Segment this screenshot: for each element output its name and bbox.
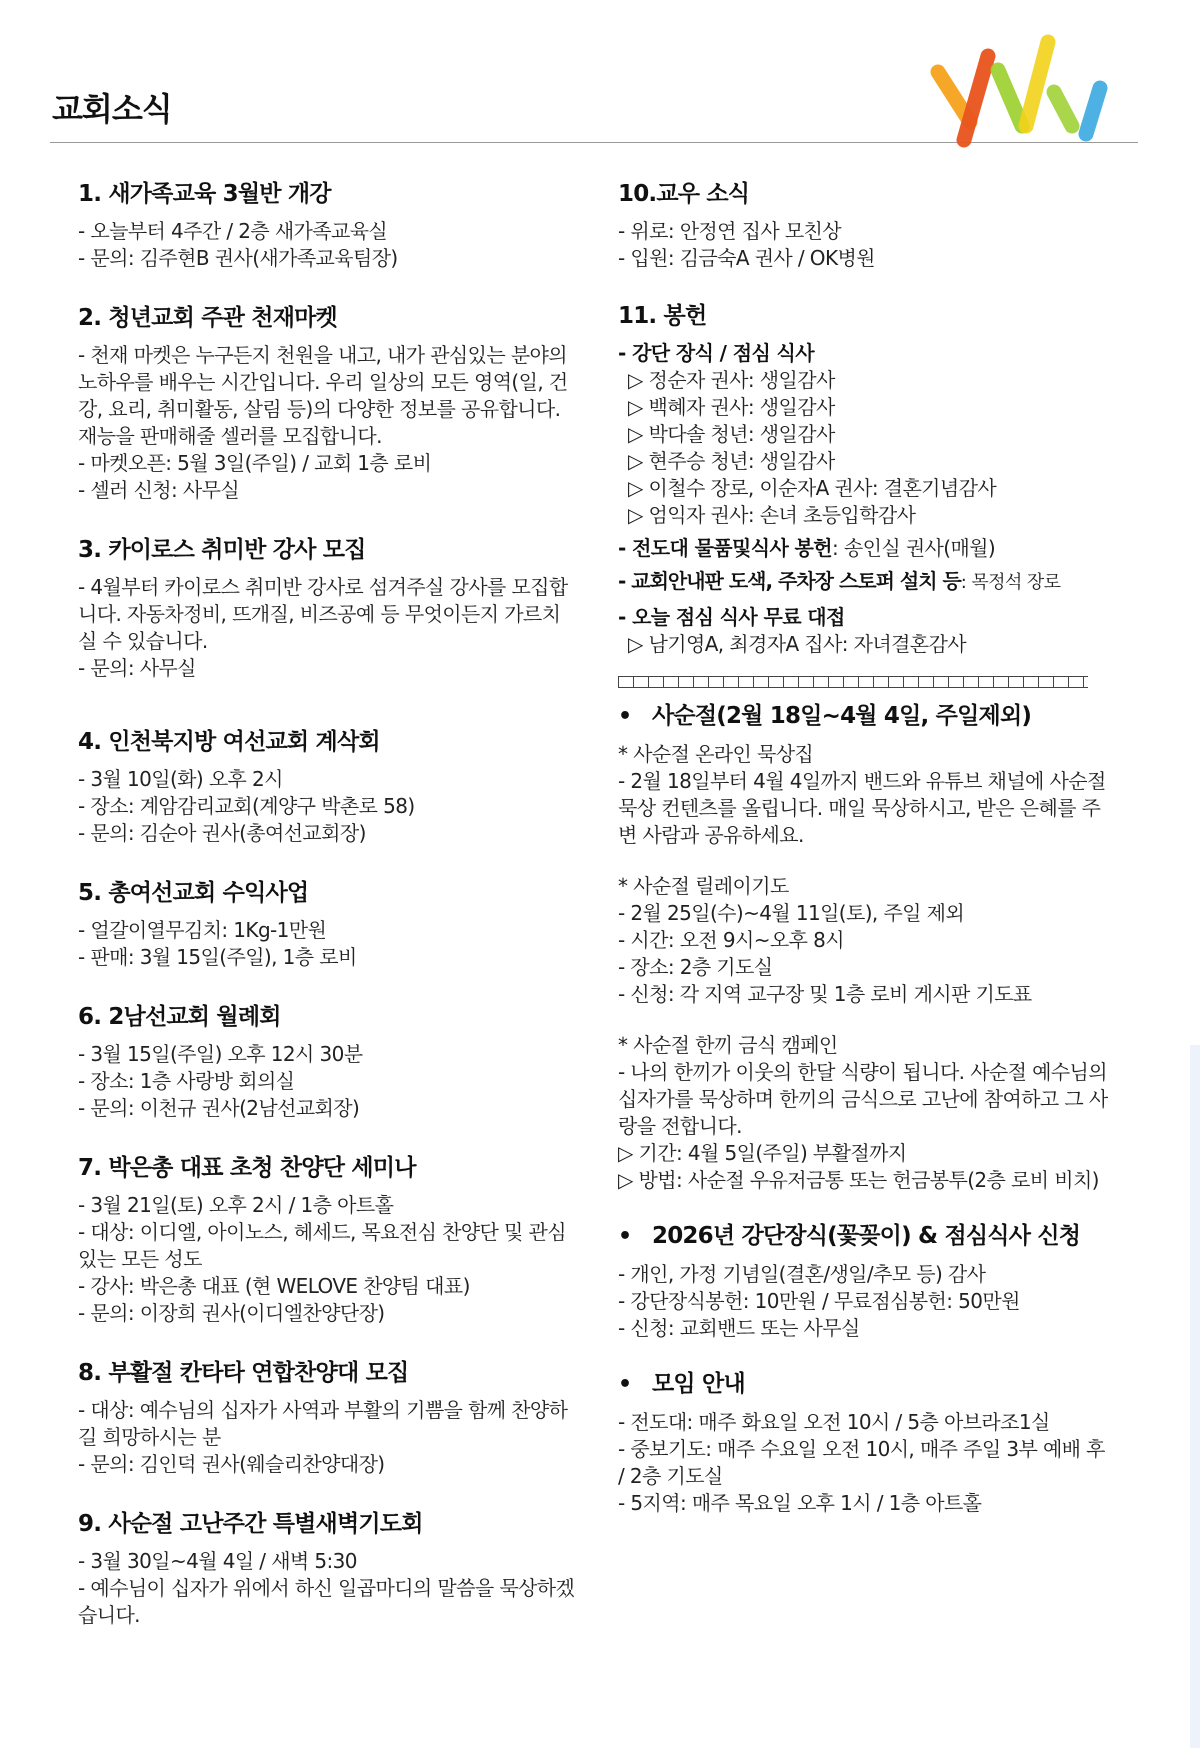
church-logo: [930, 30, 1120, 148]
lent-line: - 나의 한끼가 이웃의 한달 식량이 됩니다. 사순절 예수님의 십자가를 묵상하며 한끼의 금식으로 고난에 참여하고 그 사랑을 전합니다.: [618, 1060, 1108, 1138]
section-title: 2. 청년교회 주관 천재마켓: [78, 305, 337, 331]
section-line: - 문의: 이장희 권사(이디엘찬양단장): [78, 1301, 385, 1325]
section-line: - 대상: 이디엘, 아이노스, 헤세드, 목요전심 찬양단 및 관심있는 모든 성도: [78, 1220, 566, 1271]
offering-item: ▷ 정순자 권사: 생일감사: [628, 368, 835, 392]
news-section: [78, 1357, 578, 1478]
offering-line-head: - 교회안내판 도색, 주차장 스토퍼 설치 등: [618, 569, 961, 593]
offering-item: ▷ 이철수 장로, 이순자A 권사: 결혼기념감사: [628, 476, 997, 500]
offering-line-rest: : 목정석 장로: [960, 572, 1061, 593]
members-news-section: [618, 178, 1108, 272]
offering-line: [618, 568, 1108, 596]
section-title: 10.교우 소식: [618, 181, 750, 207]
side-strip: [1190, 1045, 1200, 1748]
bullet-icon: •: [618, 1372, 632, 1397]
offering-line-rest: : 송인실 권사(매월): [832, 536, 996, 560]
section-title: 9. 사순절 고난주간 특별새벽기도회: [78, 1511, 423, 1537]
section-line: - 문의: 김인덕 권사(웨슬리찬양대장): [78, 1452, 385, 1476]
section-title: [618, 700, 1108, 733]
section-title-text: 모임 안내: [652, 1371, 745, 1397]
section-title: [618, 1220, 1108, 1253]
section-divider: [618, 676, 1088, 688]
offering-item: ▷ 남기영A, 최경자A 집사: 자녀결혼감사: [628, 632, 966, 656]
offering-item: ▷ 박다솔 청년: 생일감사: [628, 422, 835, 446]
section-line: - 문의: 이천규 권사(2남선교회장): [78, 1096, 360, 1120]
section-line: - 3월 21일(토) 오후 2시 / 1층 아트홀: [78, 1193, 394, 1217]
lent-line: - 신청: 각 지역 교구장 및 1층 로비 게시판 기도표: [618, 982, 1032, 1006]
lent-line: - 2월 25일(수)~4월 11일(토), 주일 제외: [618, 901, 965, 925]
news-section: [78, 178, 578, 272]
section-line: - 3월 10일(화) 오후 2시: [78, 767, 283, 791]
section-line: - 5지역: 매주 목요일 오후 1시 / 1층 아트홀: [618, 1491, 982, 1515]
section-line: - 개인, 가정 기념일(결혼/생일/추모 등) 감사: [618, 1262, 986, 1286]
section-line: - 셀러 신청: 사무실: [78, 478, 240, 502]
section-line: - 장소: 1층 사랑방 회의실: [78, 1069, 295, 1093]
section-title: 7. 박은총 대표 초청 찬양단 세미나: [78, 1155, 416, 1181]
meetings-section: [618, 1368, 1108, 1517]
section-line: - 강사: 박은총 대표 (현 WELOVE 찬양팀 대표): [78, 1274, 470, 1298]
news-section: [78, 302, 578, 504]
lent-line: - 장소: 2층 기도실: [618, 955, 773, 979]
offering-item: ▷ 엄익자 권사: 손녀 초등입학감사: [628, 503, 916, 527]
page-title: 교회소식: [52, 90, 172, 128]
section-title: 4. 인천북지방 여선교회 계삭회: [78, 729, 380, 755]
bullet-icon: •: [618, 704, 632, 729]
section-title-text: 사순절(2월 18일~4월 4일, 주일제외): [652, 703, 1032, 729]
offering-line-head: - 전도대 물품및식사 봉헌: [618, 536, 832, 560]
news-section: [78, 877, 578, 971]
section-title-text: 2026년 강단장식(꽃꽂이) & 점심식사 신청: [652, 1223, 1081, 1249]
section-line: - 판매: 3월 15일(주일), 1층 로비: [78, 945, 357, 969]
news-section: [78, 726, 578, 847]
news-section: [78, 534, 578, 682]
lent-line: - 2월 18일부터 4월 4일까지 밴드와 유튜브 채널에 사순절 묵상 컨텐츠를 올립니다. 매일 묵상하시고, 받은 은혜를 주변 사람과 공유하세요.: [618, 769, 1106, 847]
altar-section: [618, 1220, 1108, 1342]
section-line: - 오늘부터 4주간 / 2층 새가족교육실: [78, 219, 388, 243]
section-title: 3. 카이로스 취미반 강사 모집: [78, 537, 366, 563]
section-line: - 3월 30일~4월 4일 / 새벽 5:30: [78, 1549, 357, 1573]
lent-line: * 사순절 온라인 묵상집: [618, 742, 814, 766]
offering-line: [618, 535, 1108, 562]
section-line: - 문의: 김주현B 권사(새가족교육팀장): [78, 246, 398, 270]
right-column: [618, 178, 1108, 1517]
section-line: - 문의: 사무실: [78, 656, 196, 680]
lent-line: ▷ 기간: 4월 5일(주일) 부활절까지: [618, 1141, 907, 1165]
lent-section: [618, 700, 1108, 1194]
section-line: - 예수님이 십자가 위에서 하신 일곱마디의 말씀을 묵상하겠습니다.: [78, 1576, 575, 1627]
section-title: 1. 새가족교육 3월반 개강: [78, 181, 331, 207]
offering-item: ▷ 현주승 청년: 생일감사: [628, 449, 835, 473]
section-line: - 마켓오픈: 5월 3일(주일) / 교회 1층 로비: [78, 451, 432, 475]
left-column: [78, 178, 578, 1629]
section-line: - 대상: 예수님의 십자가 사역과 부활의 기쁨을 함께 찬양하길 희망하시는 분: [78, 1398, 568, 1449]
lent-line: * 사순절 한끼 금식 캠페인: [618, 1033, 838, 1057]
section-line: - 3월 15일(주일) 오후 12시 30분: [78, 1042, 363, 1066]
section-line: - 장소: 계암감리교회(계양구 박촌로 58): [78, 794, 415, 818]
lent-line: ▷ 방법: 사순절 우유저금통 또는 헌금봉투(2층 로비 비치): [618, 1168, 1099, 1192]
section-title: 5. 총여선교회 수익사업: [78, 880, 309, 906]
lent-line: * 사순절 릴레이기도: [618, 874, 789, 898]
section-line: - 전도대: 매주 화요일 오전 10시 / 5층 아브라조1실: [618, 1410, 1050, 1434]
section-line: - 문의: 김순아 권사(총여선교회장): [78, 821, 366, 845]
section-line: - 천재 마켓은 누구든지 천원을 내고, 내가 관심있는 분야의 노하우를 배우는 시간입니다. 우리 일상의 모든 영역(일, 건강, 요리, 취미활동, 살림 등)의 다양한 정보를 공유합니다. 재능을 판매해줄 셀러를 모집합니다.: [78, 343, 568, 448]
offering-subhead: - 강단 장식 / 점심 식사: [618, 341, 814, 365]
news-section: [78, 1152, 578, 1327]
section-line: - 얼갈이열무김치: 1Kg-1만원: [78, 918, 327, 942]
section-line: - 신청: 교회밴드 또는 사무실: [618, 1316, 860, 1340]
offering-subhead: - 오늘 점심 식사 무료 대접: [618, 605, 845, 629]
section-title: 8. 부활절 칸타타 연합찬양대 모집: [78, 1360, 409, 1386]
section-line: - 중보기도: 매주 수요일 오전 10시, 매주 주일 3부 예배 후 / 2층 기도실: [618, 1437, 1105, 1488]
section-title: 11. 봉헌: [618, 303, 707, 329]
lent-line: - 시간: 오전 9시~오후 8시: [618, 928, 844, 952]
bullet-icon: •: [618, 1224, 632, 1249]
section-title: [618, 1368, 1108, 1401]
section-title: 6. 2남선교회 월례회: [78, 1004, 281, 1030]
section-line: - 위로: 안정연 집사 모친상: [618, 219, 841, 243]
offering-section: [618, 300, 1108, 658]
news-section: [78, 1508, 578, 1629]
section-line: - 4월부터 카이로스 취미반 강사로 섬겨주실 강사를 모집합니다. 자동차정비, 뜨개질, 비즈공예 등 무엇이든지 가르치실 수 있습니다.: [78, 575, 568, 653]
section-line: - 입원: 김금숙A 권사 / OK병원: [618, 246, 875, 270]
section-line: - 강단장식봉헌: 10만원 / 무료점심봉헌: 50만원: [618, 1289, 1020, 1313]
offering-item: ▷ 백혜자 권사: 생일감사: [628, 395, 835, 419]
news-section: [78, 1001, 578, 1122]
